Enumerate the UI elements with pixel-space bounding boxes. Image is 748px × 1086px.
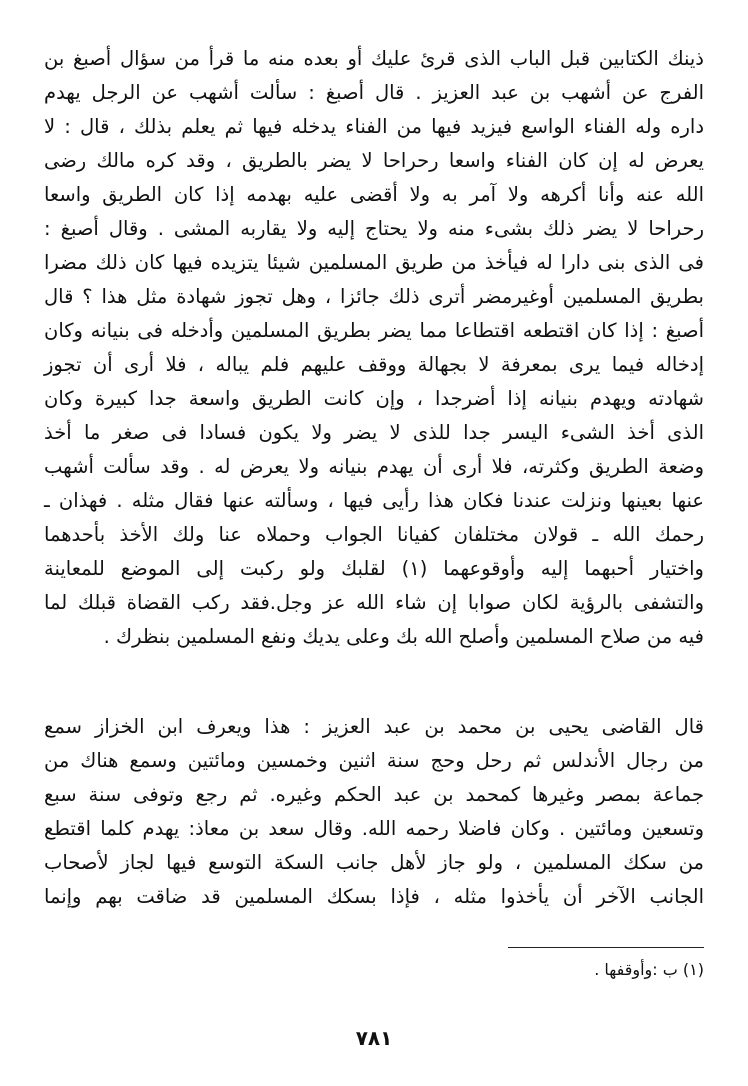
text-line: من سكك المسلمين ، ولو جاز لأهل جانب السكة التوسع فيها لجاز لأصحاب [44, 851, 704, 874]
footnote-divider [508, 947, 704, 948]
page-number: ٧٨١ [355, 1026, 393, 1050]
text-line: جماعة بمصر وغيرها كمحمد بن عبد الحكم وغيره. ثم رجع وتوفى سنة سبع [44, 783, 704, 806]
text-line: فيه من صلاح المسلمين وأصلح الله بك وعلى يديك ونفع المسلمين بنظرك . [103, 625, 704, 648]
text-line: يعرض له إن كان الفناء واسعا رحراحا لا يضر بالطريق ، وقد كره مالك رضى [44, 149, 704, 172]
text-line: إدخاله فيما يرى بمعرفة لا بجهالة ووقف عليهم فلم يباله ، فلا أرى أن تجوز [44, 353, 704, 376]
text-line: وتسعين ومائتين . وكان فاضلا رحمه الله. وقال سعد بن معاذ: يهدم كلما اقتطع [44, 817, 704, 840]
text-line: بطريق المسلمين أوغيرمضر أترى ذلك جائزا ، وهل تجوز شهادة مثل هذا ؟ قال [44, 285, 704, 308]
text-line: الذى أخذ الشىء اليسر جدا للذى لا يضر ولا يكون فسادا فى صغر ما أخذ [44, 421, 704, 444]
text-line: شهادته ويهدم بنيانه إذا أضرجدا ، وإن كانت الطريق واسعة جدا كبيرة وكان [44, 387, 704, 410]
text-line: داره وله الفناء الواسع فيزيد فيها من الفناء يدخله فيها ثم يعلم بذلك ، قال : لا [44, 115, 704, 138]
text-line: ذينك الكتابين قبل الباب الذى قرئ عليك أو بعده منه ما قرأ من سؤال أصبغ بن [44, 47, 704, 70]
second-paragraph [44, 710, 704, 914]
footnote: (١) ب :وأوقفها . [594, 960, 704, 979]
text-line: والتشفى بالرؤية لكان صوابا إن شاء الله عز وجل.فقد ركب القضاة قبلك لما [44, 591, 704, 614]
text-line: رحراحا لا يضر ذلك بشىء منه ولا يحتاج إليه ولا يقاربه المشى . وقال أصبغ : [44, 217, 704, 240]
text-line: الفرج عن أشهب بن عبد العزيز . قال أصبغ : سألت أشهب عن الرجل يهدم [44, 81, 704, 104]
text-line: وضعة الطريق وكثرته، فلا أرى أن يهدم بنيانه ولا يعرض له . وقد سألت أشهب [44, 455, 704, 478]
text-line: الله عنه وأنا أكرهه ولا آمر به ولا أقضى عليه بهدمه إذا كان الطريق واسعا [44, 183, 704, 206]
text-line: الجانب الآخر أن يأخذوا مثله ، فإذا بسكك المسلمين قد ضاقت بهم وإنما [44, 885, 704, 908]
text-line: أصبغ : إذا كان اقتطعه اقتطاعا مما يضر بطريق المسلمين وأدخله فى بنيانه وكان [44, 319, 704, 342]
main-paragraph [44, 42, 704, 654]
text-line: قال القاضى يحيى بن محمد بن عبد العزيز : هذا ويعرف ابن الخزاز سمع [44, 715, 704, 738]
text-line: من رجال الأندلس ثم رحل وحج سنة اثنين وخمسين ومائتين وسمع هناك من [44, 749, 704, 772]
text-line: رحمك الله ـ قولان مختلفان كفيانا الجواب وحملاه عنا ولك الأخذ بأحدهما [44, 523, 704, 546]
text-line: فى الذى بنى دارا له فيأخذ من طريق المسلمين شيئا يتزيده فيها كان ذلك مضرا [44, 251, 704, 274]
text-line: واختيار أحبهما إليه وأوقوعهما (١) لقلبك ولو ركبت إلى الموضع للمعاينة [44, 557, 704, 580]
text-line: عنها بعينها ونزلت عندنا فكان هذا رأيى فيها ، وسألته عنها فقال مثله . فهذان ـ [44, 489, 704, 512]
